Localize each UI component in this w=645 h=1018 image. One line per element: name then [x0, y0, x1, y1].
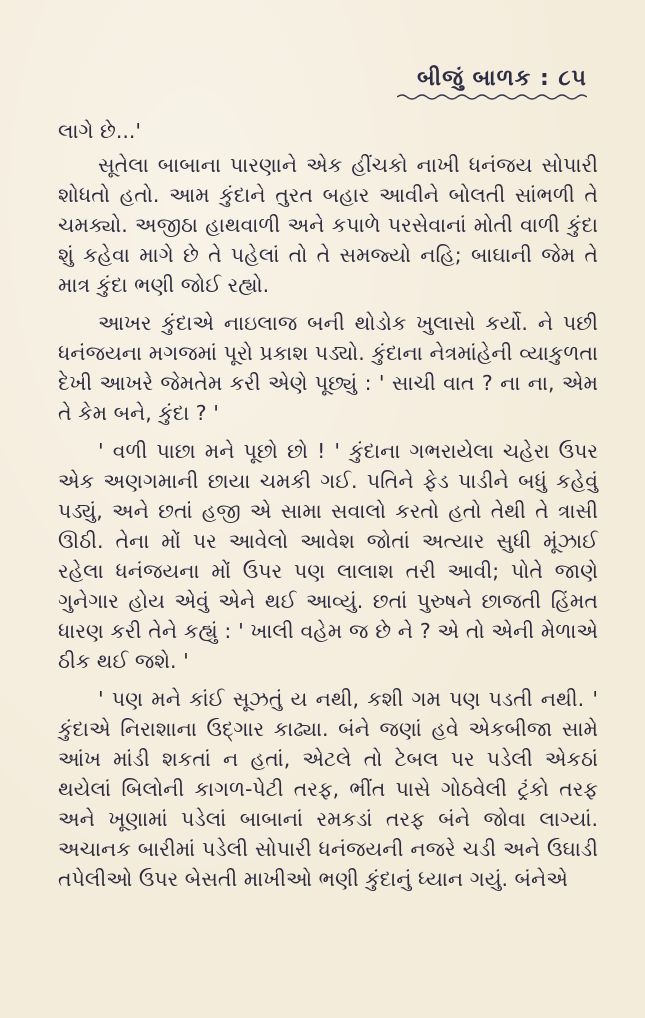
- wavy-underline: [397, 93, 587, 101]
- paragraph: સૂતેલા બાબાના પારણાને એક હીંચકો નાખી ધનંજય સોપારી શોધતો હતો. આમ કુંદાને તુરત બહાર આવીને બોલતી સાંભળી તે ચમક્યો. અજીઠા હાથવાળી અને કપાળે પરસેવાનાં મોતી વાળી કુંદા શું કહેવા માગે છે તે પહેલાં તો તે સમજ્યો નહિ; બાઘાની જેમ તે માત્ર કુંદા ભણી જોઈ રહ્યો.: [58, 153, 598, 297]
- paragraph: ' પણ મને કાંઈ સૂઝતું ય નથી, કશી ગમ પણ પડતી નથી. ' કુંદાએ નિરાશાના ઉદ્‌ગાર કાઢ્યા. બંને જણાં હવે એકબીજા સામે આંખ માંડી શકતાં ન હતાં, એટલે તો ટેબલ પર પડેલી એકઠાં થયેલાં બિલોની કાગળ-પેટી તરફ, ભીંત પાસે ગોઠવેલી ટ્રંકો તરફ અને ખૂણામાં પડેલાં બાબાનાં રમકડાં તરફ બંને જોવા લાગ્યાં. અચાનક બારીમાં પડેલી સોપારી ધનંજયની નજરે ચડી અને ઉઘાડી તપેલીઓ ઉપર બેસતી માખીઓ ભણી કુંદાનું ધ્યાન ગયું. બંનેએ: [58, 687, 598, 891]
- paragraph: આખર કુંદાએ નાઇલાજ બની થોડોક ખુલાસો કર્યો. ને પછી ધનંજયના મગજમાં પૂરો પ્રકાશ પડ્યો. કુંદાના નેત્રમાંહેની વ્યાકુળતા દેખી આખરે જેમતેમ કરી એણે પૂછ્યું : ' સાચી વાત ? ના ના, એમ તે કેમ બને, કુંદા ? ': [58, 311, 598, 425]
- running-header: [397, 66, 587, 101]
- page-body: [58, 116, 598, 902]
- paragraph-continuation: લાગે છે...': [58, 119, 142, 143]
- paragraph: ' વળી પાછા મને પૂછો છો ! ' કુંદાના ગભરાયેલા ચહેરા ઉપર એક અણગમાની છાયા ચમકી ગઈ. પતિને ફેડ પાડીને બધું કહેવું પડ્યું, અને છતાં હજી એ સામા સવાલો કરતો હતો તેથી તે ત્રાસી ઊઠી. તેના મોં પર આવેલો આવેશ જોતાં અત્યાર સુધી મૂંઝાઈ રહેલા ધનંજયના મોં ઉપર પણ લાલાશ તરી આવી; પોતે જાણે ગુનેગાર હોય એવું એને થઈ આવ્યું. છતાં પુરુષને છાજતી હિંમત ધારણ કરી તેને કહ્યું : ' ખાલી વહેમ જ છે ને ? એ તો એની મેળાએ ઠીક થઈ જશે. ': [58, 439, 598, 673]
- running-title: બીજું બાળક : ૮૫: [417, 66, 587, 91]
